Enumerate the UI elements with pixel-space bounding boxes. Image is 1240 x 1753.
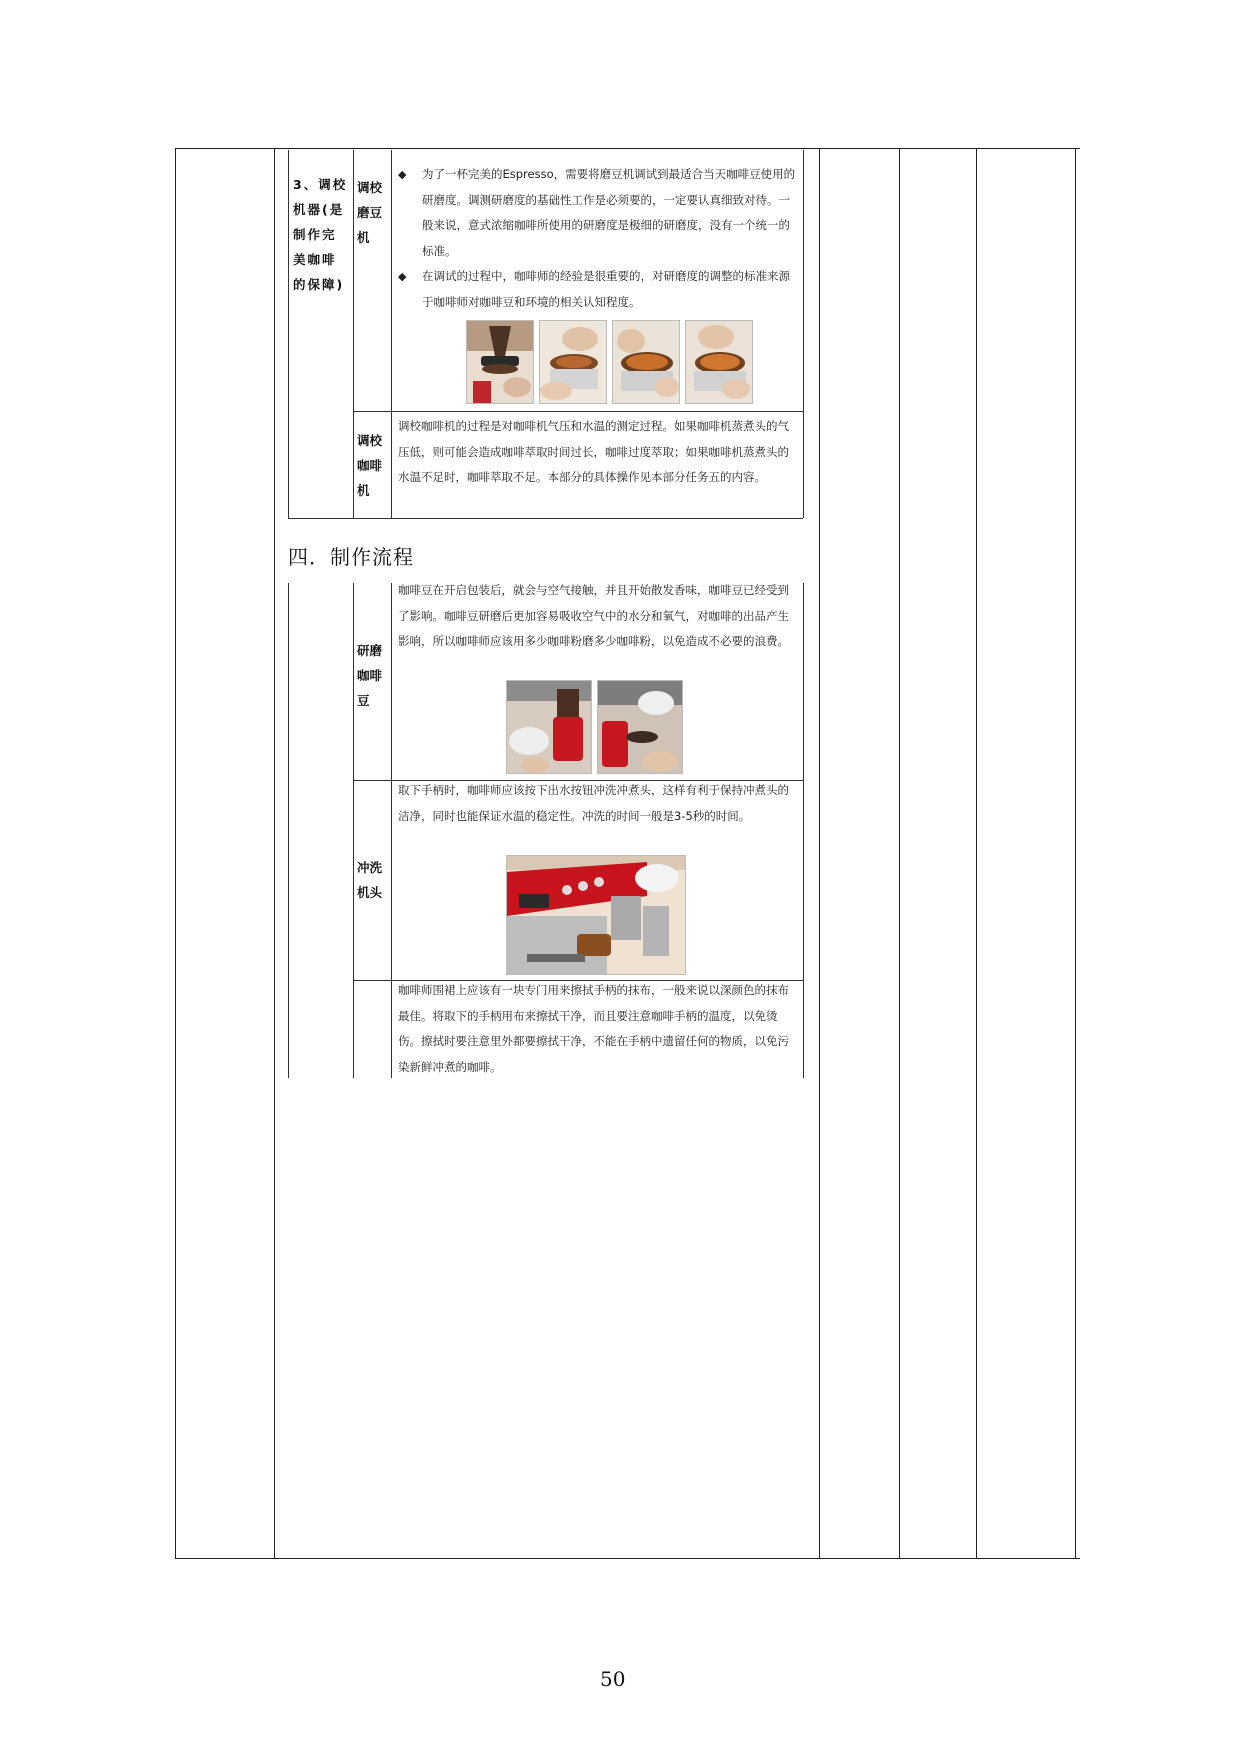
- bullet-item: [398, 162, 796, 264]
- grinder-photo: [539, 320, 607, 404]
- section-label-adjust-machines: 3、调校机器(是制作完美咖啡的保障): [293, 177, 348, 292]
- sublabel-adjust-coffee-machine: 调校咖啡机: [357, 433, 383, 498]
- sublabel-grind-beans: 研磨咖啡豆: [357, 643, 383, 708]
- bullet-item: [398, 264, 796, 315]
- page-number: 50: [600, 1667, 626, 1691]
- sublabel-rinse-group-head: 冲洗机头: [357, 860, 383, 900]
- espresso-machine-photo: [506, 855, 686, 975]
- sublabel-adjust-grinder: 调校磨豆机: [357, 180, 383, 245]
- grinder-bullets: [398, 162, 796, 315]
- grinder-photo: [466, 320, 534, 404]
- grinder-tamping-photo: [597, 680, 683, 774]
- wipe-portafilter-text: 咖啡师围裙上应该有一块专门用来擦拭手柄的抹布，一般来说以深颜色的抹布最佳。将取下的手柄用布来擦拭干净，而且要注意咖啡手柄的温度，以免烫伤。擦拭时要注意里外都要擦拭干净，不能在手柄中遗留任何的物质，以免污染新鲜冲煮的咖啡。: [398, 983, 789, 1074]
- diamond-bullet-icon: ◆: [398, 168, 407, 181]
- adjust-coffee-machine-text: 调校咖啡机的过程是对咖啡机气压和水温的测定过程。如果咖啡机蒸煮头的气压低，则可能会造成咖啡萃取时间过长，咖啡过度萃取；如果咖啡机蒸煮头的水温不足时，咖啡萃取不足。本部分的具体操作见本部分任务五的内容。: [398, 419, 789, 484]
- grinder-photo: [612, 320, 680, 404]
- grind-beans-text: 咖啡豆在开启包装后，就会与空气接触，并且开始散发香味，咖啡豆已经受到了影响。咖啡豆研磨后更加容易吸收空气中的水分和氧气，对咖啡的出品产生影响，所以咖啡师应该用多少咖啡粉磨多少咖啡粉，以免造成不必要的浪费。: [398, 583, 789, 648]
- diamond-bullet-icon: ◆: [398, 270, 407, 283]
- grinder-photo: [685, 320, 753, 404]
- section-heading: 四．制作流程: [288, 545, 414, 569]
- bullet-text: 在调试的过程中，咖啡师的经验是很重要的，对研磨度的调整的标准来源于咖啡师对咖啡豆和环境的相关认知程度。: [422, 269, 790, 309]
- bullet-text: 为了一杯完美的Espresso，需要将磨豆机调试到最适合当天咖啡豆使用的研磨度。调测研磨度的基础性工作是必须要的，一定要认真细致对待。一般来说，意式浓缩咖啡所使用的研磨度是极细的研磨度，没有一个统一的标准。: [422, 167, 796, 258]
- rinse-group-head-text: 取下手柄时，咖啡师应该按下出水按钮冲洗冲煮头，这样有利于保持冲煮头的洁净，同时也能保证水温的稳定性。冲洗的时间一般是3-5秒的时间。: [398, 783, 789, 823]
- grinder-machine-photo: [506, 680, 592, 774]
